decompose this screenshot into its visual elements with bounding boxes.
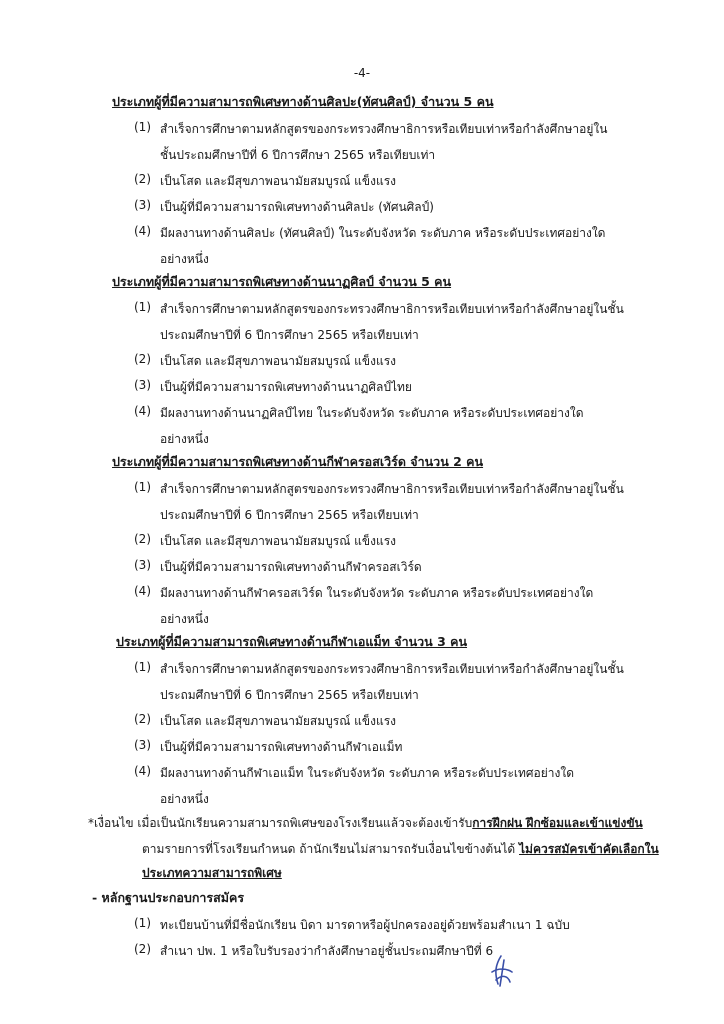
item-text: เป็นผู้ที่มีความสามารถพิเศษทางด้านกีฬาครอสเวิร์ด [160, 560, 422, 574]
item-text: เป็นโสด และมีสุขภาพอนามัยสมบูรณ์ แข็งแรง [160, 354, 396, 368]
item-number: (2) [134, 172, 151, 186]
item-number: (1) [134, 660, 151, 674]
item-number: (1) [134, 480, 151, 494]
item-text-continued: อย่างหนึ่ง [160, 252, 209, 266]
item-text: เป็นโสด และมีสุขภาพอนามัยสมบูรณ์ แข็งแรง [160, 714, 396, 728]
condition-line2-text: ตามรายการที่โรงเรียนกำหนด ถ้านักเรียนไม่สามารถรับเงื่อนไขข้างต้นได้ [142, 842, 520, 856]
page-number: -4- [353, 66, 371, 80]
item-number: (4) [134, 224, 151, 238]
item-text: เป็นผู้ที่มีความสามารถพิเศษทางด้านกีฬาเอแม็ท [160, 740, 403, 754]
condition-line-3 [142, 864, 282, 883]
condition-line2-emphasis: ไม่ควรสมัครเข้าคัดเลือกใน [519, 842, 659, 856]
condition-line-2 [142, 840, 659, 859]
item-text-continued: ชั้นประถมศึกษาปีที่ 6 ปีการศึกษา 2565 หรือเทียบเท่า [160, 148, 436, 162]
item-number: (3) [134, 738, 151, 752]
item-text: เป็นโสด และมีสุขภาพอนามัยสมบูรณ์ แข็งแรง [160, 534, 396, 548]
section-title-thai-dance: ประเภทผู้ที่มีความสามารถพิเศษทางด้านนาฏศิลป์ จำนวน 5 คน [112, 274, 452, 289]
item-text: เป็นโสด และมีสุขภาพอนามัยสมบูรณ์ แข็งแรง [160, 174, 396, 188]
item-text: สำเร็จการศึกษาตามหลักสูตรของกระทรวงศึกษาธิการหรือเทียบเท่าหรือกำลังศึกษาอยู่ในชั้น [160, 302, 624, 316]
evidence-title: - หลักฐานประกอบการสมัคร [92, 890, 245, 905]
item-text: มีผลงานทางด้านกีฬาครอสเวิร์ด ในระดับจังหวัด ระดับภาค หรือระดับประเทศอย่างใด [160, 586, 594, 600]
item-text: เป็นผู้ที่มีความสามารถพิเศษทางด้านนาฏศิลป์ไทย [160, 380, 412, 394]
item-number: (4) [134, 764, 151, 778]
item-number: (4) [134, 584, 151, 598]
item-text: มีผลงานทางด้านกีฬาเอแม็ท ในระดับจังหวัด ระดับภาค หรือระดับประเทศอย่างใด [160, 766, 575, 780]
item-text: มีผลงานทางด้านนาฏศิลป์ไทย ในระดับจังหวัด ระดับภาค หรือระดับประเทศอย่างใด [160, 406, 584, 420]
section-title-crossword: ประเภทผู้ที่มีความสามารถพิเศษทางด้านกีฬาครอสเวิร์ด จำนวน 2 คน [112, 454, 484, 469]
item-text-continued: ประถมศึกษาปีที่ 6 ปีการศึกษา 2565 หรือเทียบเท่า [160, 688, 419, 702]
condition-lead-emphasis: การฝึกฝน ฝึกซ้อมและเข้าแข่งขัน [472, 816, 643, 830]
item-number: (1) [134, 300, 151, 314]
condition-note [88, 814, 643, 833]
section-title-amath: ประเภทผู้ที่มีความสามารถพิเศษทางด้านกีฬาเอแม็ท จำนวน 3 คน [116, 634, 468, 649]
item-text: สำเร็จการศึกษาตามหลักสูตรของกระทรวงศึกษาธิการหรือเทียบเท่าหรือกำลังศึกษาอยู่ในชั้น [160, 482, 624, 496]
condition-line3-emphasis: ประเภทความสามารถพิเศษ [142, 866, 282, 880]
item-text-continued: อย่างหนึ่ง [160, 792, 209, 806]
item-text-continued: อย่างหนึ่ง [160, 432, 209, 446]
item-number: (3) [134, 558, 151, 572]
item-number: (2) [134, 532, 151, 546]
item-number: (2) [134, 942, 151, 956]
item-number: (4) [134, 404, 151, 418]
item-text: เป็นผู้ที่มีความสามารถพิเศษทางด้านศิลปะ (ทัศนศิลป์) [160, 200, 434, 214]
item-number: (2) [134, 352, 151, 366]
item-text: สำเร็จการศึกษาตามหลักสูตรของกระทรวงศึกษาธิการหรือเทียบเท่าหรือกำลังศึกษาอยู่ในชั้น [160, 662, 624, 676]
item-number: (1) [134, 120, 151, 134]
item-text: มีผลงานทางด้านศิลปะ (ทัศนศิลป์) ในระดับจังหวัด ระดับภาค หรือระดับประเทศอย่างใด [160, 226, 606, 240]
condition-lead: *เงื่อนไข เมื่อเป็นนักเรียนความสามารถพิเศษของโรงเรียนแล้วจะต้องเข้ารับ [88, 816, 473, 830]
item-text-continued: ประถมศึกษาปีที่ 6 ปีการศึกษา 2565 หรือเทียบเท่า [160, 328, 419, 342]
item-number: (3) [134, 198, 151, 212]
item-number: (2) [134, 712, 151, 726]
item-text-continued: อย่างหนึ่ง [160, 612, 209, 626]
signature-initials-icon [486, 954, 516, 988]
item-text: สำเนา ปพ. 1 หรือใบรับรองว่ากำลังศึกษาอยู่ชั้นประถมศึกษาปีที่ 6 [160, 944, 494, 958]
item-text-continued: ประถมศึกษาปีที่ 6 ปีการศึกษา 2565 หรือเทียบเท่า [160, 508, 419, 522]
item-text: ทะเบียนบ้านที่มีชื่อนักเรียน บิดา มารดาหรือผู้ปกครองอยู่ด้วยพร้อมสำเนา 1 ฉบับ [160, 918, 570, 932]
item-text: สำเร็จการศึกษาตามหลักสูตรของกระทรวงศึกษาธิการหรือเทียบเท่าหรือกำลังศึกษาอยู่ใน [160, 122, 608, 136]
item-number: (3) [134, 378, 151, 392]
section-title-visual-arts: ประเภทผู้ที่มีความสามารถพิเศษทางด้านศิลปะ(ทัศนศิลป์) จำนวน 5 คน [112, 94, 494, 109]
item-number: (1) [134, 916, 151, 930]
